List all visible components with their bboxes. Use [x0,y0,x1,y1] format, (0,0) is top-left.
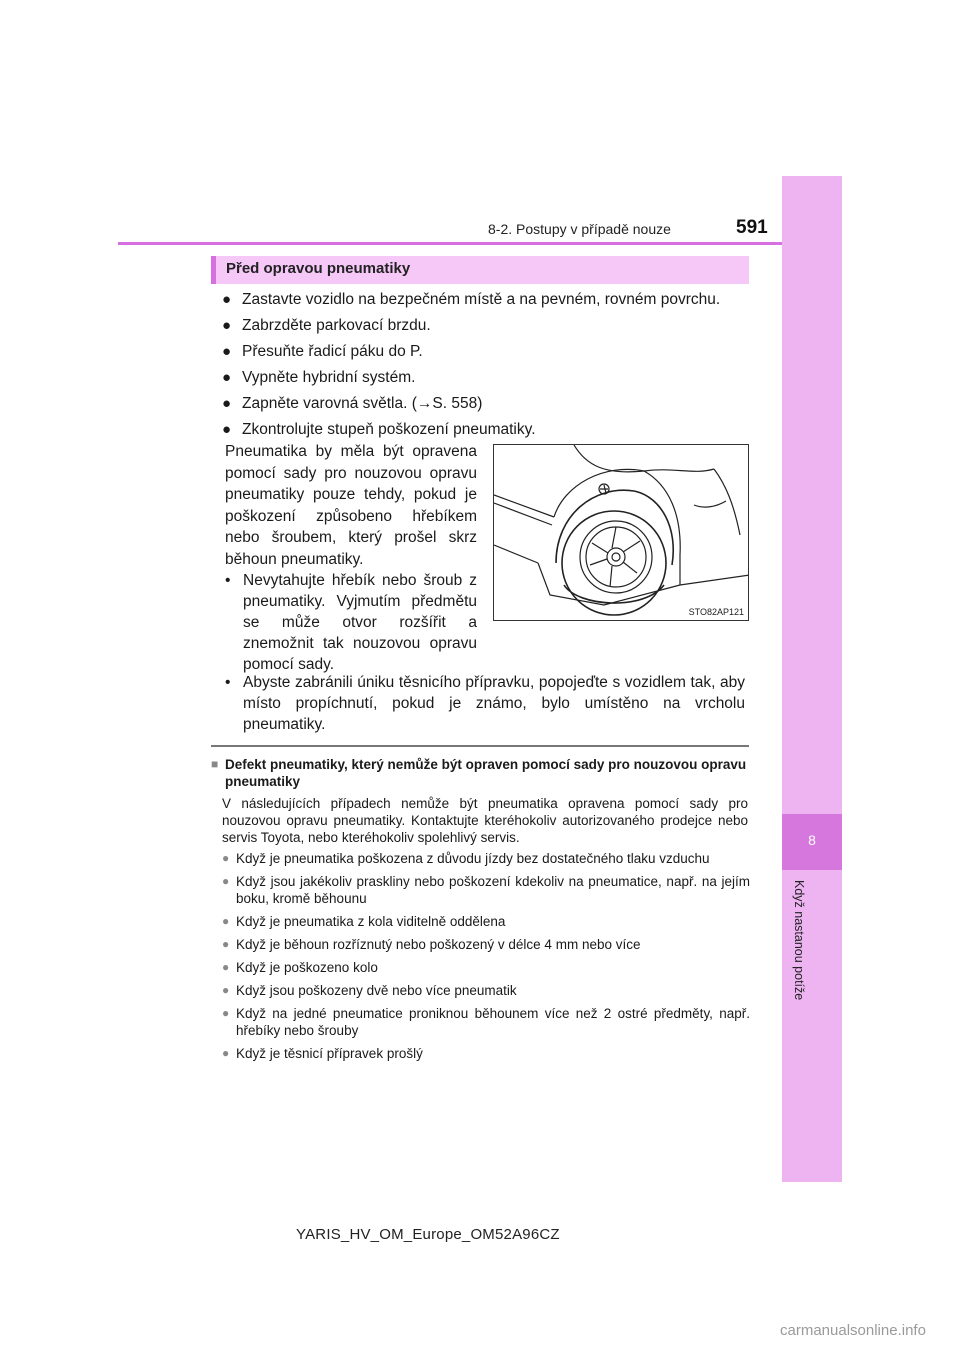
section-heading [211,256,749,284]
list-item: ● Vypněte hybridní systém. [222,369,416,386]
bullet-icon: ● [222,874,230,888]
header-rule [118,242,782,245]
chapter-side-tab [782,176,842,1182]
section-heading-text: Před opravou pneumatiky [226,260,411,277]
bullet-icon: ● [222,983,230,997]
note-heading [211,756,749,790]
bullet-icon: ● [222,317,232,334]
repair-paragraph: Pneumatika by měla být opravena pomocí sady pro nouzovou opravu pneumatiky pouze tehdy, pokud je poškození způsobeno hřebíkem nebo šroubem, který prošel skrz běhoun pneumatiky. [225,443,477,568]
list-item: ● Zkontrolujte stupeň poškození pneumatiky. [222,421,536,438]
bullet-icon: ● [222,421,232,438]
bullet-icon: ● [222,343,232,360]
bullet-icon: ● [222,395,232,412]
sub-list-item: • Nevytahujte hřebík nebo šroub z pneumatiky. Vyjmutím předmětu se může otvor rozšířit a znemožnit tak nouzovou opravu pomocí sady. [225,572,477,673]
figure-code: STO82AP121 [688,607,744,617]
bullet-icon: ● [222,914,230,928]
note-item: ● Když je pneumatika z kola viditelně oddělena [222,914,506,929]
chapter-label: Když nastanou potíže [792,880,806,1001]
page-number: 591 [736,217,768,238]
chapter-number: 8 [808,832,816,848]
bullet-icon: ● [222,369,232,386]
list-item: ● Zastavte vozidlo na bezpečném místě a na pevném, rovném povrchu. [222,291,721,308]
watermark-link[interactable]: carmanualsonline.info [780,1322,926,1339]
section-header: 8-2. Postupy v případě nouze [488,221,671,237]
note-item: ● Když je běhoun rozříznutý nebo poškozený v délce 4 mm nebo více [222,937,641,952]
tire-illustration [493,444,749,621]
note-list [222,850,750,1068]
bullet-icon: ● [222,1046,230,1060]
note-item: ● Když jsou poškozeny dvě nebo více pneumatik [222,983,517,998]
bullet-icon: ● [222,291,232,308]
document-code: YARIS_HV_OM_Europe_OM52A96CZ [296,1226,560,1243]
bullet-icon: ● [222,851,230,865]
dot-icon: • [225,572,231,589]
note-item: ● Když jsou jakékoliv praskliny nebo poškození kdekoliv na pneumatice, např. na jejím boku, kromě běhounu [222,874,750,906]
note-item: ● Když je těsnicí přípravek prošlý [222,1046,423,1061]
note-title: Defekt pneumatiky, který nemůže být opraven pomocí sady pro nouzovou opravu pneumatiky [225,757,747,789]
bullet-icon: ● [222,937,230,951]
list-item: ● Přesuňte řadicí páku do P. [222,343,423,360]
note-item: ● Když je poškozeno kolo [222,960,378,975]
list-item: ● Zabrzděte parkovací brzdu. [222,317,431,334]
dot-icon: • [225,674,231,691]
chapter-number-tab [782,814,842,870]
instruction-list [222,290,752,446]
square-bullet-icon: ■ [211,757,219,771]
list-item [222,394,752,413]
page-reference[interactable]: Zapněte varovná světla. (→S. 558) [242,395,483,412]
note-item: ● Když na jedné pneumatice proniknou běhounem více než 2 ostré předměty, např. hřebíky nebo šrouby [222,1006,750,1038]
section-divider [211,745,749,747]
sub-list [225,570,477,675]
bullet-icon: ● [222,960,230,974]
note-item: ● Když je pneumatika poškozena z důvodu jízdy bez dostatečného tlaku vzduchu [222,851,710,866]
sub-list-item: • Abyste zabránili úniku těsnicího přípravku, popojeďte s vozidlem tak, aby místo propíchnutí, pokud je známo, bylo umístěno na vrcholu pneumatiky. [225,674,745,733]
note-body: V následujících případech nemůže být pneumatika opravena pomocí sady pro nouzovou opravu pneumatiky. Kontaktujte kteréhokoliv autorizovaného prodejce nebo servis Toyota, nebo kteréhokoliv spolehlivý servis. [222,796,748,845]
bullet-icon: ● [222,1006,230,1020]
flat-tire-drawing [494,445,749,621]
